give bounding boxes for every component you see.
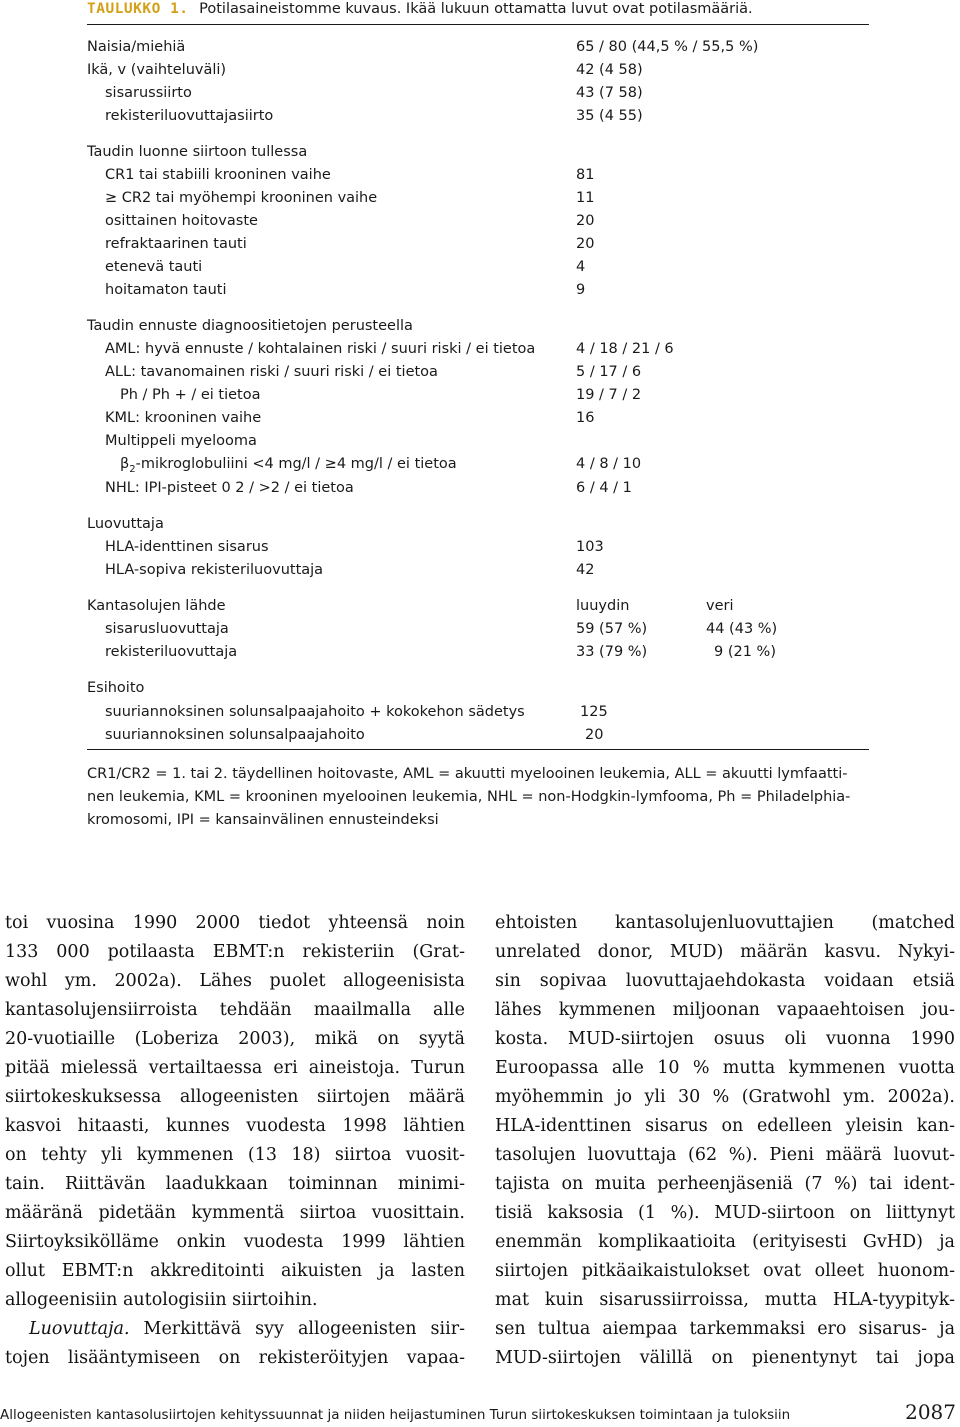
table-caption: Potilasaineistomme kuvaus. Ikää lukuun ottamatta luvut ovat potilasmääriä. bbox=[199, 1, 753, 17]
table-section-heading: Kantasolujen lähde bbox=[87, 598, 226, 614]
table-row-value: 20 bbox=[585, 727, 604, 743]
table-row-value: 4 / 8 / 10 bbox=[576, 456, 642, 472]
table-row-label: Ph / Ph + / ei tietoa bbox=[120, 387, 261, 403]
body-line: sin sopivaa luovuttajaehdokasta voidaan etsiä bbox=[495, 971, 955, 991]
table-row-value: 11 bbox=[576, 190, 595, 206]
table-row-value: 125 bbox=[580, 704, 608, 720]
body-line: 133 000 potilaasta EBMT:n rekisteriin (Grat- bbox=[5, 942, 465, 962]
body-line: unrelated donor, MUD) määrän kasvu. Nykyi- bbox=[495, 942, 955, 962]
body-line: tojen lisääntymiseen on rekisteröityjen vapaa- bbox=[5, 1348, 465, 1368]
body-line: siirtokeskuksessa allogeenisten siirtojen määrä bbox=[5, 1087, 465, 1107]
body-line: mat kuin sisarussiirroissa, mutta HLA-tyypityk- bbox=[495, 1290, 955, 1310]
body-line: ehtoisten kantasolujenluovuttajien (matched bbox=[495, 913, 955, 933]
table-row-label: Ikä, v (vaihteluväli) bbox=[87, 62, 227, 78]
table-row-value: 6 / 4 / 1 bbox=[576, 480, 632, 496]
table-row-label: hoitamaton tauti bbox=[105, 282, 227, 298]
table-column-header: veri bbox=[706, 598, 734, 614]
beta-subscript: 2 bbox=[129, 463, 136, 475]
footnote-line: nen leukemia, KML = krooninen myelooinen leukemia, NHL = non-Hodgkin-lymfooma, Ph = Philadelphia- bbox=[87, 789, 851, 805]
body-line: myöhemmin jo yli 30 % (Gratwohl ym. 2002a). bbox=[495, 1087, 955, 1107]
table-row-label: sisarussiirto bbox=[105, 85, 192, 101]
body-line: enemmän komplikaatioita (erityisesti GvHD) ja bbox=[495, 1232, 955, 1252]
table-row-label: CR1 tai stabiili krooninen vaihe bbox=[105, 167, 331, 183]
table-row-value: 42 (4 58) bbox=[576, 62, 643, 78]
table-section-heading: Taudin luonne siirtoon tullessa bbox=[87, 144, 308, 160]
body-line: kantasolujensiirroista tehdään maailmalla alle bbox=[5, 1000, 465, 1020]
table-bottom-rule bbox=[87, 749, 869, 750]
table-row-label: AML: hyvä ennuste / kohtalainen riski / suuri riski / ei tietoa bbox=[105, 341, 536, 357]
body-line: määränä pidetään kymmentä siirtoa vuosittain. bbox=[5, 1203, 465, 1223]
body-line: Euroopassa alle 10 % mutta kymmenen vuotta bbox=[495, 1058, 955, 1078]
table-row-value: 9 bbox=[576, 282, 586, 298]
running-footer-text: Allogeenisten kantasolusiirtojen kehityssuunnat ja niiden heijastuminen Turun siirtokeskuksen toimintaan ja tuloksiin bbox=[0, 1407, 791, 1423]
table-column-header: luuydin bbox=[576, 598, 630, 614]
table-row-label: suuriannoksinen solunsalpaajahoito bbox=[105, 727, 365, 743]
footnote-line: CR1/CR2 = 1. tai 2. täydellinen hoitovaste, AML = akuutti myelooinen leukemia, ALL = akuutti lymfaatti- bbox=[87, 766, 848, 782]
table-footnote bbox=[87, 763, 869, 832]
table-row-label: HLA-identtinen sisarus bbox=[105, 539, 269, 555]
body-line bbox=[5, 1315, 465, 1344]
table-row-value: 33 (79 %) bbox=[576, 644, 648, 660]
table-row-label: sisarusluovuttaja bbox=[105, 621, 229, 637]
body-line: ollut EBMT:n akkreditointi aikuisten ja lasten bbox=[5, 1261, 465, 1281]
body-line: tain. Riittävän laadukkaan toiminnan minimi- bbox=[5, 1174, 465, 1194]
table-row-label: Multippeli myelooma bbox=[105, 433, 257, 449]
table-row-label: rekisteriluovuttajasiirto bbox=[105, 108, 274, 124]
body-line: 20-vuotiaille (Loberiza 2003), mikä on syytä bbox=[5, 1029, 465, 1049]
table-row-value: 44 (43 %) bbox=[706, 621, 778, 637]
body-column-right bbox=[495, 909, 955, 1373]
table-row-value: 42 bbox=[576, 562, 595, 578]
table-row-value: 5 / 17 / 6 bbox=[576, 364, 642, 380]
body-line: kosta. MUD-siirtojen osuus oli vuonna 1990 bbox=[495, 1029, 955, 1049]
table-section-heading: Esihoito bbox=[87, 680, 145, 696]
table-row-label: rekisteriluovuttaja bbox=[105, 644, 238, 660]
body-column-left bbox=[5, 909, 465, 1373]
body-line: wohl ym. 2002a). Lähes puolet allogeenisista bbox=[5, 971, 465, 991]
table-label: TAULUKKO 1. bbox=[87, 1, 189, 17]
page-number: 2087 bbox=[905, 1400, 956, 1424]
table-row-value: 9 (21 %) bbox=[714, 644, 776, 660]
body-line: sen tultua aiempaa tarkemmaksi ero sisarus- ja bbox=[495, 1319, 955, 1339]
body-line: tasolujen luovuttaja (62 %). Pieni määrä luovut- bbox=[495, 1145, 955, 1165]
table-top-rule bbox=[87, 24, 869, 25]
body-line: allogeenisiin autologisiin siirtoihin. bbox=[5, 1290, 318, 1310]
body-line-text: Merkittävä syy allogeenisten siir- bbox=[129, 1319, 465, 1339]
table-row-value: 19 / 7 / 2 bbox=[576, 387, 642, 403]
table-row-value: 35 (4 55) bbox=[576, 108, 643, 124]
table-row-value: 20 bbox=[576, 213, 595, 229]
table-row-label bbox=[120, 455, 457, 479]
body-line: toi vuosina 1990 2000 tiedot yhteensä noin bbox=[5, 913, 465, 933]
table-row-value: 59 (57 %) bbox=[576, 621, 648, 637]
table-section-heading: Luovuttaja bbox=[87, 516, 164, 532]
table-row-value: 16 bbox=[576, 410, 595, 426]
section-heading-luovuttaja: Luovuttaja. bbox=[29, 1319, 130, 1339]
body-line: HLA-identtinen sisarus on edelleen yleisin kan- bbox=[495, 1116, 955, 1136]
body-line: kasvoi hitaasti, kunnes vuodesta 1998 lähtien bbox=[5, 1116, 465, 1136]
body-line: Siirtoyksikölläme onkin vuodesta 1999 lähtien bbox=[5, 1232, 465, 1252]
table-row-label: NHL: IPI-pisteet 0 2 / >2 / ei tietoa bbox=[105, 480, 354, 496]
table-row-label: Naisia/miehiä bbox=[87, 39, 186, 55]
beta-label-text: -mikroglobuliini <4 mg/l / ≥4 mg/l / ei tietoa bbox=[135, 456, 457, 472]
table-section-heading: Taudin ennuste diagnoositietojen perusteella bbox=[87, 318, 413, 334]
table-row-value: 103 bbox=[576, 539, 604, 555]
body-line: MUD-siirtojen välillä on pienentynyt tai jopa bbox=[495, 1348, 955, 1368]
page-footer bbox=[0, 1400, 960, 1427]
body-line: siirtojen pitkäaikaistulokset ovat olleet huonom- bbox=[495, 1261, 955, 1281]
table-row-value: 65 / 80 (44,5 % / 55,5 %) bbox=[576, 39, 759, 55]
table-row-value: 43 (7 58) bbox=[576, 85, 643, 101]
table-row-label: suuriannoksinen solunsalpaajahoito + kokokehon sädetys bbox=[105, 704, 525, 720]
table-row-value: 81 bbox=[576, 167, 595, 183]
body-line: on tehty yli kymmenen (13 18) siirtoa vuosit- bbox=[5, 1145, 465, 1165]
table-row-label: ALL: tavanomainen riski / suuri riski / ei tietoa bbox=[105, 364, 438, 380]
table-row-label: etenevä tauti bbox=[105, 259, 203, 275]
table-row-label: KML: krooninen vaihe bbox=[105, 410, 262, 426]
body-line: tisiä kaksosia (1 %). MUD-siirtoon on liittynyt bbox=[495, 1203, 955, 1223]
table-row-label: osittainen hoitovaste bbox=[105, 213, 258, 229]
table-row-value: 4 / 18 / 21 / 6 bbox=[576, 341, 674, 357]
footnote-line: kromosomi, IPI = kansainvälinen ennusteindeksi bbox=[87, 812, 439, 828]
table-row-label: refraktaarinen tauti bbox=[105, 236, 247, 252]
table-row-label: ≥ CR2 tai myöhempi krooninen vaihe bbox=[105, 190, 378, 206]
beta-symbol: β bbox=[120, 456, 130, 472]
table-row-value: 20 bbox=[576, 236, 595, 252]
body-line: pitää mielessä vertailtaessa eri aineistoja. Turun bbox=[5, 1058, 465, 1078]
body-line: lähes kymmenen miljoonan vapaaehtoisen jou- bbox=[495, 1000, 955, 1020]
table-row-value: 4 bbox=[576, 259, 586, 275]
table-row-label: HLA-sopiva rekisteriluovuttaja bbox=[105, 562, 324, 578]
body-line: tajista on muita perheenjäseniä (7 %) tai ident- bbox=[495, 1174, 955, 1194]
table-title bbox=[87, 0, 753, 18]
